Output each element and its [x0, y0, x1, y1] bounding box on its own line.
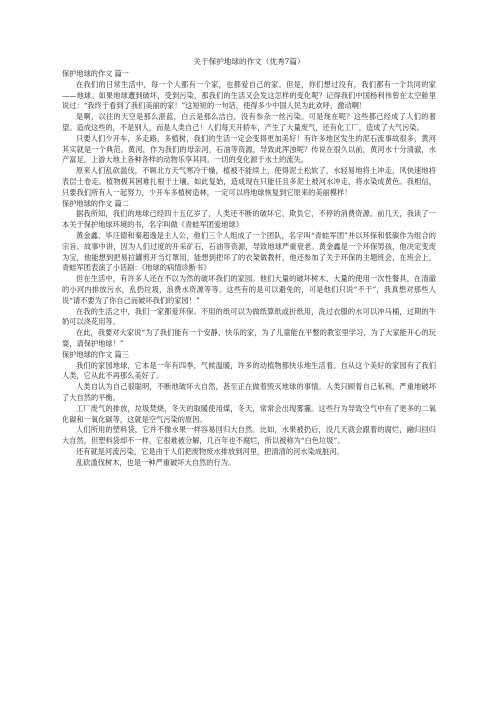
section-heading: 保护地球的作文 篇三 [62, 349, 129, 359]
paragraph: 还有就是河流污染，它是由于人们把废物废水排放到河里，把清清的河水染成脏河。 [76, 446, 344, 456]
paragraph: 乱砍滥伐树木，也是一种严重破坏大自然的行为。 [76, 457, 236, 467]
paragraph: 据我所知，我们的地球已经四十五亿岁了，人类还不断的破坏它、欺负它，不停的消费资源。前几天，我读了一本关于保护地球环境的书，名字叫做《青蛙军团爱地球》 [62, 209, 436, 230]
paragraph: 在我的生活之中，我们一家都爱环保。不用的纸可以为做纸算纸或折纸用，洗过衣服的水可以冲马桶，过期的牛奶可以浇花用等。 [62, 306, 436, 327]
document-page [62, 56, 436, 468]
essay-section-2 [62, 199, 436, 350]
essay-section-1 [62, 69, 436, 199]
paragraph: 我们的家园地球，它本是一年有四季，气候温暖，许多的动植物都快乐地生活着。自从这个美好的家园有了我们人类，它从此不再那么美好了。 [62, 360, 436, 381]
paragraph: 在此，我要对大家说“为了我们能有一个安静、快乐的家，为了儿童能在平整的教室里学习，为了大家能开心的玩耍，请保护地球！” [62, 328, 436, 348]
document-title: 关于保护地球的作文（优秀7篇） [193, 57, 305, 66]
paragraph: 但在生活中，有许多人还在不以为然的破坏我们的家园。他们大量的破坏树木、大量的使用一次性餐具，在清澈的小河内排放污水，乱扔垃圾，浪费水资源等等。这些有的是可以避免的，可是他们只说“不干”，我真想对那些人说“请不要为了你自己而破坏我们的家园！” [62, 274, 436, 305]
paragraph: 是啊，以往的天空是那么湛蓝，白云是那么洁白，没有参杂一丝污染。可是现在呢？这些都已经成了人们的奢望。造成这些的，不是别人，而是人类自己！人们每天开轿车，产生了大量废气，还有化工厂，造成了大气污染。 [62, 112, 436, 132]
paragraph: 原来人们乱砍滥伐，不顾北方天气寒冷干燥，植被不能续上，使得泥土松软了，水轻易地将土冲走，风快速地将表层土卷走。植物极其困难扎根于土壤。如此复始，造成现在只能任且多泥土被河水冲走，将水染成黄色。我相信，只要我们所有人一起努力，少开车多植树造林，一定可以将地球恢复到它原来的美丽模样！ [62, 166, 436, 197]
paragraph: 人类自认为自己很聪明，不断地破坏大自然，甚至正在做着毁灭地球的事情。人类只顾着自己私利，严重地破坏了大自然的平衡。 [62, 382, 436, 402]
paragraph: 工厂废气的排放，垃圾焚烧，冬天的取暖使用煤，冬天，常常会出现雾霾。这些行为导致空气中有了更多的二氧化碳和一氧化碳等，这就是空气污染的原因。 [62, 403, 436, 424]
paragraph: 人们所用的塑料袋，它并不像水果一样容易回归大自然。比如，水果被扔后，没几天就会跟着的腐烂，融归回归大自然，但塑料袋却不一样，它很难被分解，几百年也不腐烂，所以被称为“白色垃圾”。 [62, 425, 436, 446]
essay-section-3 [62, 350, 436, 469]
section-heading: 保护地球的作文 篇二 [62, 198, 129, 208]
paragraph: 黄金鑫、毕汪德和秦超逸是主人公，他们三个人组成了一个团队，名字叫“青蛙军团”并以环保和低碳作为组合的宗旨。故事中讲，因为人们过度的开采矿石，石油等资源，导致地球严重衰老。黄金鑫是一个环保男孩，他决定变废为宝，他能想到把易拉罐剪开当灯罩用，能想到把坏了的衣架做教杆，他还参加了关于环保的主题班会，在班会上，青蛙军团表演了小话剧：《地球的病情诊断书》 [62, 230, 436, 273]
paragraph: 在我们的日常生活中，每一个人都有一个家，也都爱自己的家。但是，你们想过没有，我们都有一个共同的家——地球。如果地球遭到破坏，受到污染，那我们的生活又会发这怎样的变化呢？记得我们中国杨利伟曾在太空舱里说过：“我终于看到了我们美丽的家！”这短短的一句话，使得多少中国人民为此欢呼，激动啊！ [62, 79, 436, 111]
section-heading: 保护地球的作文 篇一 [62, 69, 129, 78]
paragraph: 只要人们少开车，多走路，多植树，我们的生活一定会变得更加美好！有许多地区发生的泥石流事故很多，黄河其实就是一个典范。黄河，作为我们的母亲河，石油等资源，导致此浑浊呢？传说在很久以前，黄河水十分清澈，水产富足，上游大地上各种各样的动物乐享其同。一切的变化源于水土的流失。 [62, 133, 436, 165]
